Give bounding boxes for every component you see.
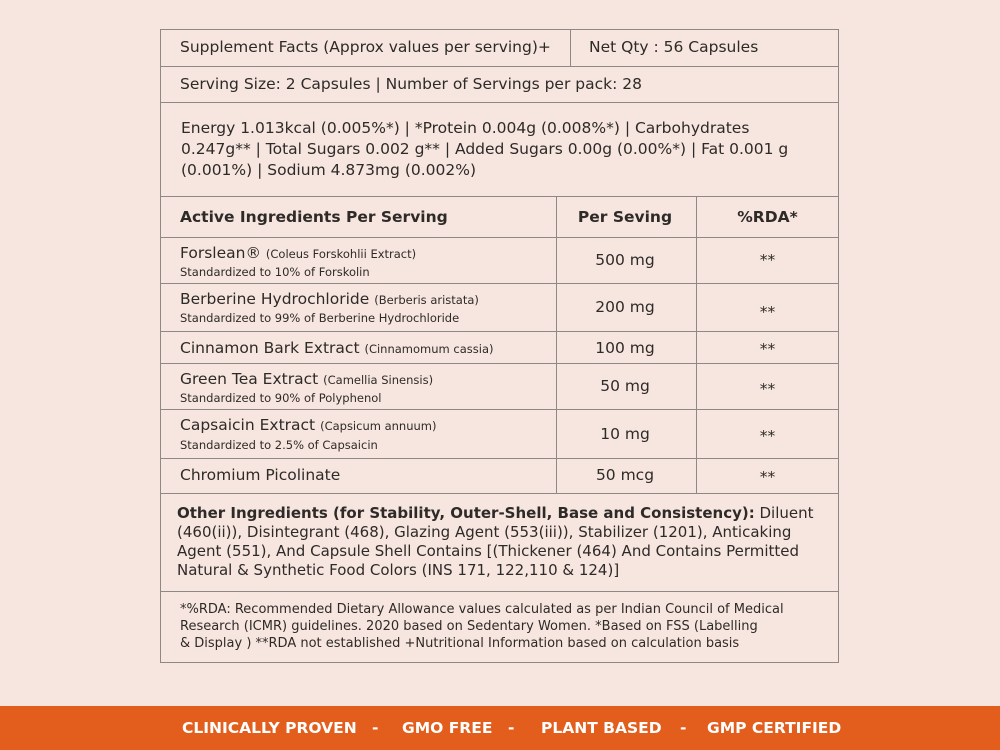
claim-separator: - <box>508 719 515 737</box>
note-line: & Display ) **RDA not established +Nutritional Information based on calculation basis <box>180 636 740 651</box>
header-amount: Per Seving <box>577 208 673 226</box>
header-rda: %RDA* <box>737 208 798 226</box>
nutrition-line: 0.247g** | Total Sugars 0.002 g** | Added Sugars 0.00g (0.00%*) | Fat 0.001 g <box>181 140 789 158</box>
nutrition-line: Energy 1.013kcal (0.005%*) | *Protein 0.004g (0.008%*) | Carbohydrates <box>181 119 750 137</box>
ingredient-amount: 50 mcg <box>595 466 655 484</box>
claim-gmo-free: GMO FREE <box>402 719 493 737</box>
other-ingredients-text <box>177 504 817 580</box>
note-line: Research (ICMR) guidelines. 2020 based on Sedentary Women. *Based on FSS (Labelling <box>180 619 758 634</box>
table-row <box>161 238 838 284</box>
note-line: *%RDA: Recommended Dietary Allowance values calculated as per Indian Council of Medical <box>180 602 784 617</box>
nutrition-row <box>161 103 838 197</box>
nutrition-text <box>181 118 821 181</box>
claims-banner <box>0 706 1000 750</box>
ingredient-name: Capsaicin Extract <box>180 416 316 434</box>
claim-plant-based: PLANT BASED <box>541 719 662 737</box>
table-row <box>161 410 838 459</box>
ingredient-name: Cinnamon Bark Extract <box>180 339 360 357</box>
notes-row <box>161 592 838 662</box>
divider <box>570 30 571 66</box>
ingredient-amount: 200 mg <box>595 298 655 316</box>
other-ingredients-row <box>161 494 838 592</box>
ingredient-rda: ** <box>759 468 776 486</box>
other-ingredients-line: (460(ii)), Disintegrant (468), Glazing Agent (553(iii)), Stabilizer (1201), Anticaking <box>177 523 792 541</box>
ingredient-name: Chromium Picolinate <box>180 466 341 484</box>
column-divider <box>696 197 697 493</box>
table-header <box>161 197 838 238</box>
nutrition-line: (0.001%) | Sodium 4.873mg (0.002%) <box>181 161 477 179</box>
other-ingredients-line: Agent (551), And Capsule Shell Contains [(Thickener (464) And Contains Permitted <box>177 542 800 560</box>
table-row <box>161 332 838 364</box>
ingredient-latin: (Capsicum annuum) <box>320 419 437 433</box>
notes-text <box>180 601 830 652</box>
ingredient-standard: Standardized to 2.5% of Capsaicin <box>180 438 378 452</box>
ingredient-name: Berberine Hydrochloride <box>180 290 370 308</box>
other-ingredients-line: Natural & Synthetic Food Colors (INS 171, 122,110 & 124)] <box>177 561 620 579</box>
ingredient-amount: 100 mg <box>595 339 655 357</box>
ingredient-latin: (Camellia Sinensis) <box>323 373 434 387</box>
ingredient-standard: Standardized to 10% of Forskolin <box>180 265 370 279</box>
ingredient-rda: ** <box>759 251 776 269</box>
table-row <box>161 364 838 410</box>
supplement-facts-panel <box>160 29 839 663</box>
ingredient-latin: (Berberis aristata) <box>374 293 479 307</box>
claim-clinically-proven: CLINICALLY PROVEN <box>182 719 357 737</box>
claim-separator: - <box>680 719 687 737</box>
ingredient-latin: (Coleus Forskohlii Extract) <box>265 247 417 261</box>
ingredient-name: Green Tea Extract <box>180 370 319 388</box>
table-row <box>161 459 838 494</box>
net-qty: Net Qty : 56 Capsules <box>589 38 759 56</box>
ingredient-standard: Standardized to 99% of Berberine Hydrochloride <box>180 311 460 325</box>
ingredient-rda: ** <box>759 427 776 445</box>
ingredient-latin: (Cinnamomum cassia) <box>364 342 494 356</box>
column-divider <box>556 197 557 493</box>
serving-info: Serving Size: 2 Capsules | Number of Servings per pack: 28 <box>180 75 642 93</box>
table-row <box>161 284 838 332</box>
facts-title: Supplement Facts (Approx values per serving)+ <box>180 38 551 56</box>
ingredient-amount: 10 mg <box>600 425 650 443</box>
ingredient-name: Forslean® <box>180 244 261 262</box>
ingredient-rda: ** <box>759 303 776 321</box>
ingredient-rda: ** <box>759 380 776 398</box>
other-ingredients-line: Diluent <box>754 504 814 522</box>
ingredient-rda: ** <box>759 340 776 358</box>
serving-row <box>161 67 838 103</box>
ingredient-amount: 500 mg <box>595 251 655 269</box>
header-ingredient: Active Ingredients Per Serving <box>180 208 448 226</box>
claim-gmp-certified: GMP CERTIFIED <box>707 719 842 737</box>
other-ingredients-label: Other Ingredients (for Stability, Outer-Shell, Base and Consistency): <box>177 504 755 522</box>
ingredient-standard: Standardized to 90% of Polyphenol <box>180 391 382 405</box>
title-row <box>161 30 838 67</box>
ingredient-amount: 50 mg <box>600 377 650 395</box>
claim-separator: - <box>372 719 379 737</box>
